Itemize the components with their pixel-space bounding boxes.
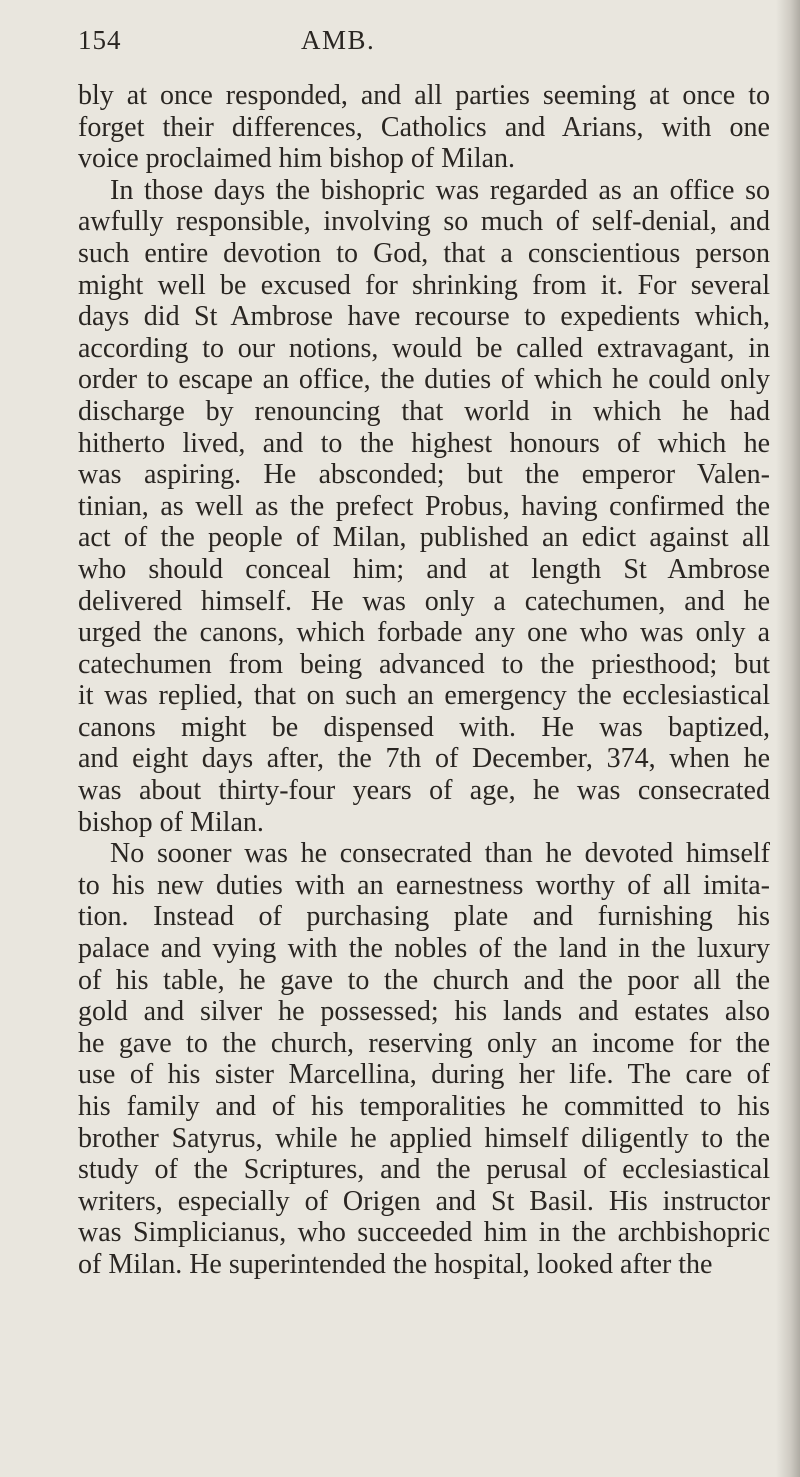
- text-line: tion. Instead of purchasing plate and furnishing his: [78, 901, 770, 933]
- text-line: act of the people of Milan, published an edict against all: [78, 522, 770, 554]
- text-line: catechumen from being advanced to the priesthood; but: [78, 648, 770, 680]
- text-line: forget their differences, Catholics and Arians, with one: [78, 111, 770, 143]
- text-line: gold and silver he possessed; his lands and estates also: [78, 996, 770, 1028]
- text-line: bly at once responded, and all parties seeming at once to: [78, 80, 770, 111]
- text-line: was aspiring. He absconded; but the emperor Valen-: [78, 459, 770, 491]
- text-line: urged the canons, which forbade any one who was only a: [78, 617, 770, 649]
- text-line: delivered himself. He was only a catechumen, and he: [78, 585, 770, 617]
- text-line: use of his sister Marcellina, during her life. The care of: [78, 1059, 770, 1091]
- body-text: [78, 80, 770, 1281]
- text-line: of his table, he gave to the church and the poor all the: [78, 964, 770, 996]
- text-line: palace and vying with the nobles of the land in the luxury: [78, 933, 770, 965]
- text-line: writers, especially of Origen and St Basil. His instructor: [78, 1185, 770, 1217]
- paragraph: [78, 80, 770, 175]
- running-head: [78, 20, 758, 60]
- paragraph: [78, 175, 770, 838]
- text-line: days did St Ambrose have recourse to expedients which,: [78, 301, 770, 333]
- text-line: and eight days after, the 7th of December, 374, when he: [78, 743, 770, 775]
- text-line: who should conceal him; and at length St Ambrose: [78, 553, 770, 585]
- text-line: study of the Scriptures, and the perusal of ecclesiastical: [78, 1154, 770, 1186]
- text-line: discharge by renouncing that world in which he had: [78, 395, 770, 427]
- text-line: he gave to the church, reserving only an income for the: [78, 1027, 770, 1059]
- text-line: might well be excused for shrinking from it. For several: [78, 269, 770, 301]
- paragraph: [78, 838, 770, 1280]
- text-line: it was replied, that on such an emergency the ecclesiastical: [78, 680, 770, 712]
- page-number: 154: [78, 25, 122, 55]
- text-line: awfully responsible, involving so much of self-denial, and: [78, 206, 770, 238]
- text-line: order to escape an office, the duties of which he could only: [78, 364, 770, 396]
- text-line: hitherto lived, and to the highest honours of which he: [78, 427, 770, 459]
- text-line: tinian, as well as the prefect Probus, having confirmed the: [78, 490, 770, 522]
- text-line: was about thirty-four years of age, he was consecrated: [78, 775, 770, 807]
- page-edge-shadow: [776, 0, 800, 1477]
- text-line: such entire devotion to God, that a conscientious person: [78, 237, 770, 269]
- text-line: bishop of Milan.: [78, 806, 264, 838]
- text-line: brother Satyrus, while he applied himself diligently to the: [78, 1122, 770, 1154]
- text-line: to his new duties with an earnestness worthy of all imita-: [78, 869, 770, 901]
- text-line: of Milan. He superintended the hospital, looked after the: [78, 1248, 713, 1280]
- running-title: AMB.: [301, 25, 376, 55]
- text-line: In those days the bishopric was regarded as an office so: [110, 174, 770, 206]
- text-line: his family and of his temporalities he committed to his: [78, 1091, 770, 1122]
- text-line: according to our notions, would be called extravagant, in: [78, 332, 770, 364]
- text-line: was Simplicianus, who succeeded him in the archbishopric: [78, 1217, 770, 1249]
- text-line: voice proclaimed him bishop of Milan.: [78, 143, 516, 175]
- text-line: canons might be dispensed with. He was baptized,: [78, 711, 770, 743]
- text-line: No sooner was he consecrated than he devoted himself: [110, 838, 770, 870]
